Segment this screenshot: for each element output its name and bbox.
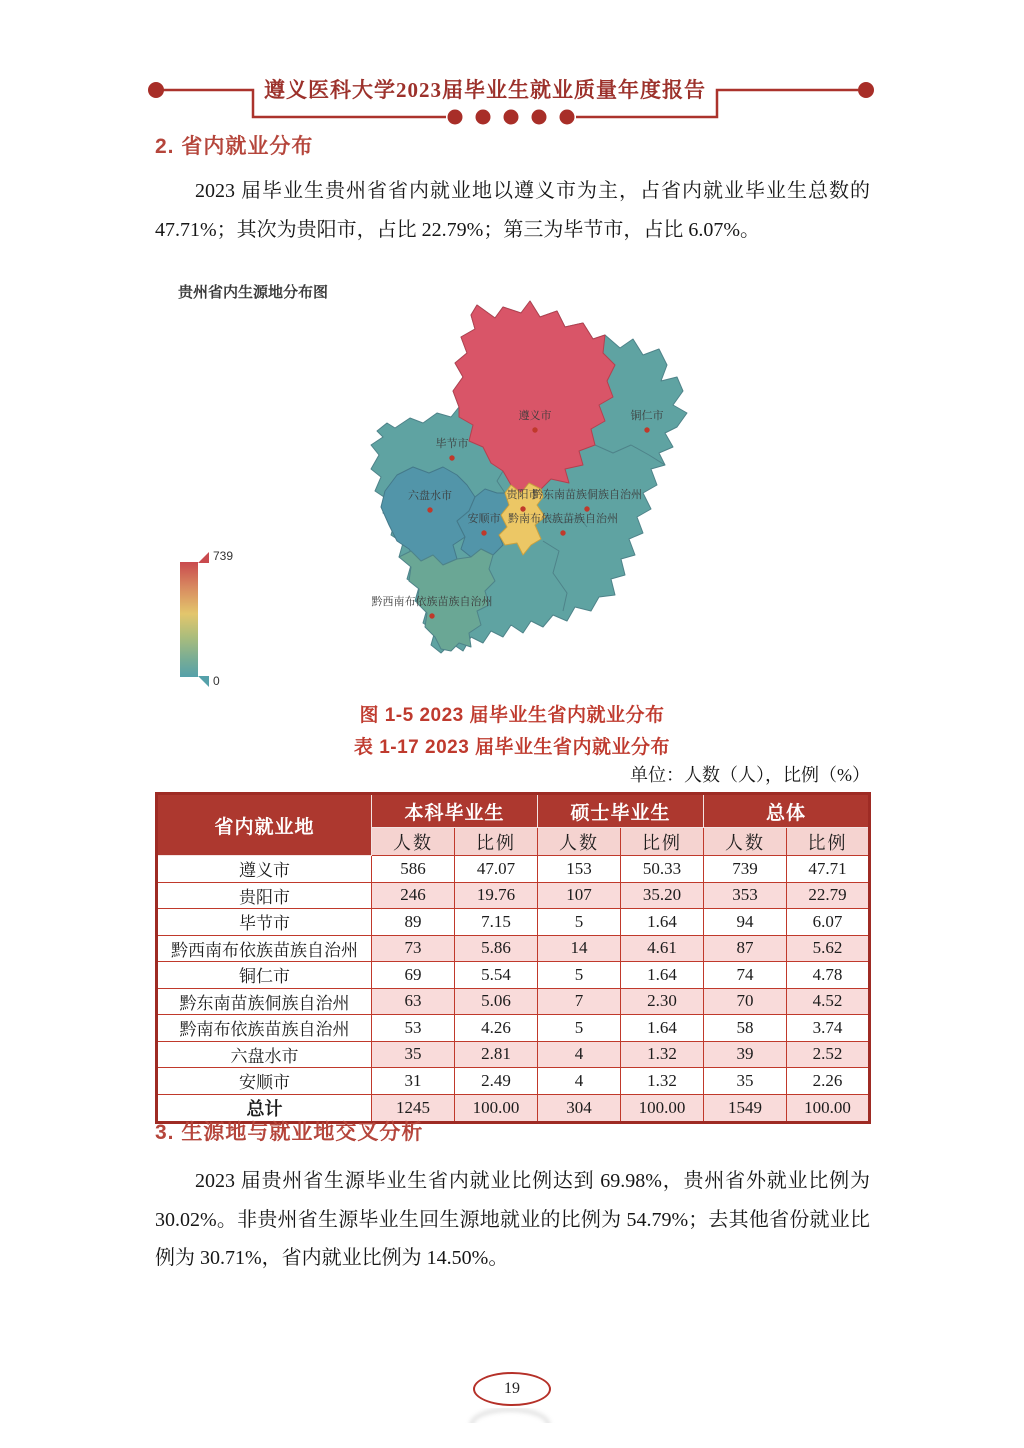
region-name: 贵阳市 [157, 882, 372, 909]
table-cell: 5.62 [787, 935, 870, 962]
region-name: 遵义市 [157, 856, 372, 883]
table-cell: 47.07 [455, 856, 538, 883]
city-marker-qiannan [560, 530, 565, 535]
table-row [157, 962, 870, 989]
table-cell: 69 [372, 962, 455, 989]
column-group-undergraduate: 本科毕业生 [372, 794, 538, 828]
subheader-count: 人数 [372, 828, 455, 856]
table-cell: 50.33 [621, 856, 704, 883]
table-cell: 35 [372, 1041, 455, 1068]
table-cell: 1.64 [621, 1015, 704, 1042]
city-marker-anshun [481, 530, 486, 535]
table-row [157, 1015, 870, 1042]
region-name: 毕节市 [157, 909, 372, 936]
page-number-reflection [463, 1408, 557, 1423]
map-label-bijie: 毕节市 [435, 438, 469, 450]
table-cell: 5.06 [455, 988, 538, 1015]
column-header-region: 省内就业地 [157, 794, 372, 856]
section3-paragraph: 2023 届贵州省生源毕业生省内就业比例达到 69.98%，贵州省外就业比例为 30.02%。非贵州省生源毕业生回生源地就业的比例为 54.79%；去其他省份就业比例为 30.71%，省内就业比例为 14.50%。 [155, 1170, 870, 1269]
table-cell: 304 [538, 1094, 621, 1122]
table-caption: 表 1-17 2023 届毕业生省内就业分布 [353, 737, 671, 758]
subheader-count: 人数 [538, 828, 621, 856]
table-cell: 70 [704, 988, 787, 1015]
table-cell: 22.79 [787, 882, 870, 909]
table-cell: 35.20 [621, 882, 704, 909]
table-cell: 14 [538, 935, 621, 962]
table-cell: 5.54 [455, 962, 538, 989]
table-cell: 94 [704, 909, 787, 936]
table-cell: 39 [704, 1041, 787, 1068]
map-label-zunyi: 遵义市 [518, 410, 552, 422]
section2-paragraph: 2023 届毕业生贵州省省内就业地以遵义市为主，占省内就业毕业生总数的 47.71%；其次为贵阳市，占比 22.79%；第三为毕节市，占比 6.07%。 [155, 180, 870, 241]
table-cell: 5 [538, 909, 621, 936]
table-row [157, 882, 870, 909]
table-cell: 4.78 [787, 962, 870, 989]
city-marker-qianxinan [429, 613, 434, 618]
table-cell: 87 [704, 935, 787, 962]
city-marker-qiandongnan [584, 506, 589, 511]
city-marker-guiyang [520, 506, 525, 511]
table-cell: 6.07 [787, 909, 870, 936]
subheader-ratio: 比例 [621, 828, 704, 856]
city-marker-liupanshui [427, 507, 432, 512]
table-cell: 2.52 [787, 1041, 870, 1068]
city-marker-bijie [449, 455, 454, 460]
city-marker-tongren [644, 427, 649, 432]
column-group-master: 硕士毕业生 [538, 794, 704, 828]
table-cell: 246 [372, 882, 455, 909]
legend-min-arrow-icon [198, 676, 209, 687]
subheader-ratio: 比例 [455, 828, 538, 856]
table-cell: 1.32 [621, 1068, 704, 1095]
table-cell: 63 [372, 988, 455, 1015]
map-label-qiandongnan: 黔东南苗族侗族自治州 [532, 489, 642, 501]
table-row [157, 856, 870, 883]
legend-max-value: 739 [213, 549, 234, 563]
table-cell: 7.15 [455, 909, 538, 936]
table-cell: 73 [372, 935, 455, 962]
report-title: 遵义医科大学2023届毕业生就业质量年度报告 [264, 78, 706, 102]
map-title: 贵州省内生源地分布图 [178, 284, 329, 301]
table-cell: 5 [538, 1015, 621, 1042]
table-cell: 100.00 [455, 1094, 538, 1122]
table-cell: 53 [372, 1015, 455, 1042]
column-group-total: 总体 [704, 794, 870, 828]
table-row [157, 988, 870, 1015]
table-cell: 4.52 [787, 988, 870, 1015]
table-cell: 5 [538, 962, 621, 989]
table-cell: 1.64 [621, 909, 704, 936]
table-cell: 1.32 [621, 1041, 704, 1068]
table-cell: 74 [704, 962, 787, 989]
figure-caption: 图 1-5 2023 届毕业生省内就业分布 [359, 705, 665, 726]
region-name: 铜仁市 [157, 962, 372, 989]
region-name: 黔南布依族苗族自治州 [157, 1015, 372, 1042]
table-cell: 586 [372, 856, 455, 883]
table-cell: 100.00 [787, 1094, 870, 1122]
table-cell: 3.74 [787, 1015, 870, 1042]
map-label-guiyang: 贵阳市 [506, 489, 540, 501]
map-color-legend [180, 546, 260, 696]
table-cell: 353 [704, 882, 787, 909]
map-label-tongren: 铜仁市 [630, 410, 664, 422]
city-marker-zunyi [532, 427, 537, 432]
table-cell: 89 [372, 909, 455, 936]
table-cell: 4 [538, 1041, 621, 1068]
header-decoration [0, 0, 1024, 140]
total-label: 总计 [157, 1094, 372, 1122]
table-cell: 47.71 [787, 856, 870, 883]
table-cell: 35 [704, 1068, 787, 1095]
section2-heading: 2. 省内就业分布 [155, 135, 314, 158]
table-cell: 739 [704, 856, 787, 883]
table-group-header-row [157, 794, 870, 828]
map-label-qianxinan: 黔西南布依族苗族自治州 [371, 596, 493, 608]
table-unit-note: 单位：人数（人），比例（%） [630, 765, 870, 785]
table-cell: 153 [538, 856, 621, 883]
table-cell: 100.00 [621, 1094, 704, 1122]
subheader-ratio: 比例 [787, 828, 870, 856]
table-row [157, 909, 870, 936]
employment-distribution-table [155, 792, 871, 1124]
table-row [157, 1068, 870, 1095]
table-cell: 5.86 [455, 935, 538, 962]
table-cell: 2.49 [455, 1068, 538, 1095]
table-row [157, 1041, 870, 1068]
map-label-qiannan: 黔南布依族苗族自治州 [508, 513, 618, 525]
table-cell: 4.61 [621, 935, 704, 962]
table-cell: 4.26 [455, 1015, 538, 1042]
table-cell: 58 [704, 1015, 787, 1042]
table-cell: 2.81 [455, 1041, 538, 1068]
table-cell: 1.64 [621, 962, 704, 989]
table-cell: 2.26 [787, 1068, 870, 1095]
legend-min-value: 0 [213, 674, 220, 688]
table-cell: 1245 [372, 1094, 455, 1122]
region-name: 安顺市 [157, 1068, 372, 1095]
region-name: 黔东南苗族侗族自治州 [157, 988, 372, 1015]
table-cell: 31 [372, 1068, 455, 1095]
legend-gradient-bar [180, 562, 198, 677]
table-cell: 107 [538, 882, 621, 909]
guizhou-choropleth-map [325, 293, 725, 693]
table-cell: 7 [538, 988, 621, 1015]
legend-max-arrow-icon [198, 552, 209, 563]
table-cell: 19.76 [455, 882, 538, 909]
table-row [157, 935, 870, 962]
section3-heading: 3. 生源地与就业地交叉分析 [155, 1121, 424, 1144]
map-label-liupanshui: 六盘水市 [408, 490, 452, 502]
table-cell: 1549 [704, 1094, 787, 1122]
region-name: 黔西南布依族苗族自治州 [157, 935, 372, 962]
page-number-badge: 19 [473, 1372, 551, 1406]
table-cell: 2.30 [621, 988, 704, 1015]
subheader-count: 人数 [704, 828, 787, 856]
region-name: 六盘水市 [157, 1041, 372, 1068]
map-label-anshun: 安顺市 [467, 513, 501, 525]
table-cell: 4 [538, 1068, 621, 1095]
